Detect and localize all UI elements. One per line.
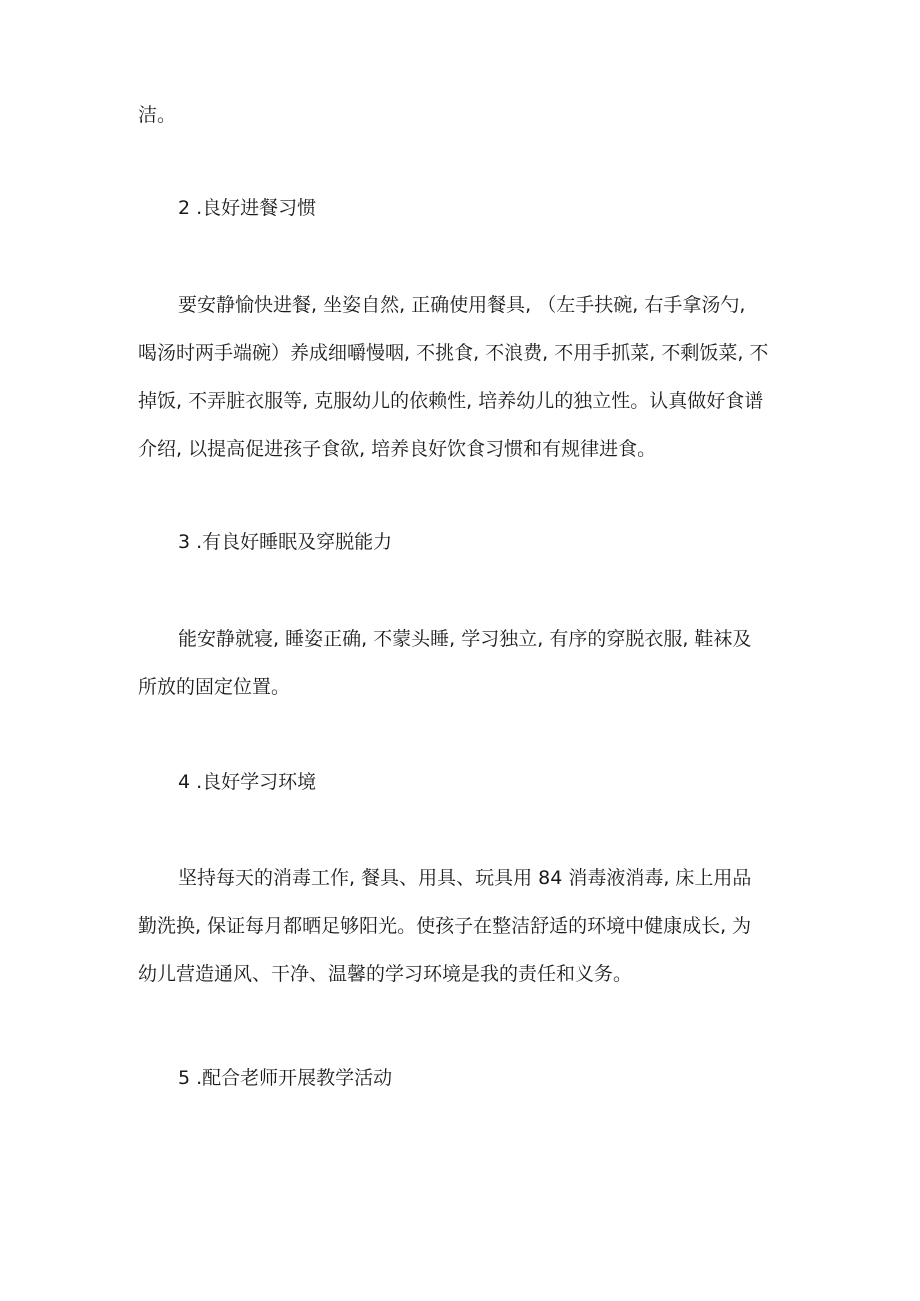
section-heading: 2 .良好进餐习惯 <box>178 197 317 219</box>
section-heading: 5 .配合老师开展教学活动 <box>178 1067 393 1089</box>
section-heading: 4 .良好学习环境 <box>178 771 317 793</box>
paragraph-line: 勤洗换, 保证每月都晒足够阳光。使孩子在整洁舒适的环境中健康成长, 为 <box>138 915 752 937</box>
paragraph-line: 掉饭, 不弄脏衣服等, 克服幼儿的依赖性, 培养幼儿的独立性。认真做好食谱 <box>138 390 764 412</box>
paragraph-line: 喝汤时两手端碗）养成细嚼慢咽, 不挑食, 不浪费, 不用手抓菜, 不剩饭菜, 不 <box>138 342 769 364</box>
paragraph-line: 要安静愉快进餐, 坐姿自然, 正确使用餐具, （左手扶碗, 右手拿汤勺, <box>178 294 746 316</box>
paragraph-line: 幼儿营造通风、干净、温馨的学习环境是我的责任和义务。 <box>138 963 633 985</box>
paragraph-fragment: 洁。 <box>138 104 177 126</box>
paragraph-line: 坚持每天的消毒工作, 餐具、用具、玩具用 84 消毒液消毒, 床上用品 <box>178 867 752 889</box>
section-heading: 3 .有良好睡眠及穿脱能力 <box>178 531 393 553</box>
paragraph-line: 介绍, 以提高促进孩子食欲, 培养良好饮食习惯和有规律进食。 <box>138 438 657 460</box>
paragraph-line: 能安静就寝, 睡姿正确, 不蒙头睡, 学习独立, 有序的穿脱衣服, 鞋袜及 <box>178 628 752 650</box>
paragraph-line: 所放的固定位置。 <box>138 676 291 698</box>
